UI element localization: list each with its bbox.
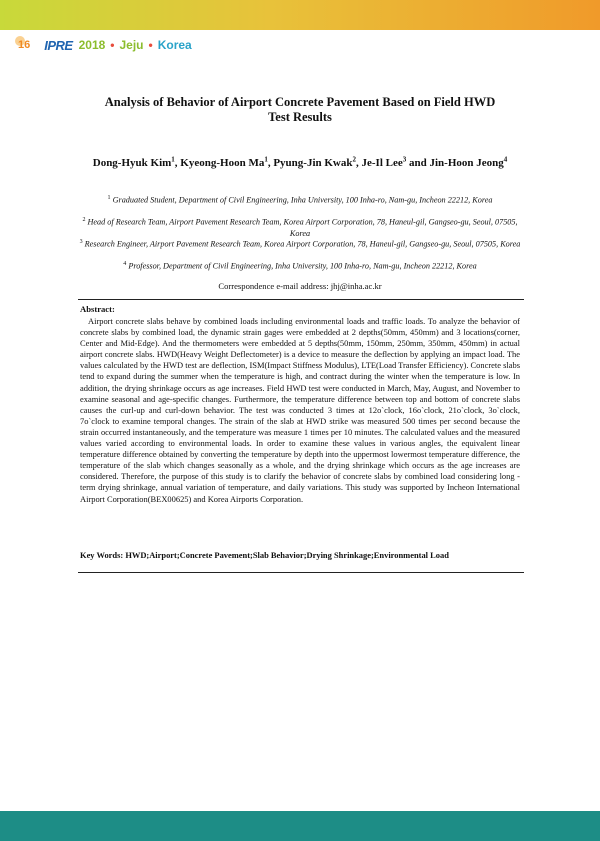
affiliation: $^2$ Head of Research Team, Airport Pavement Research Team, Korea Airport Corporation, 78, Haneul-gil, Gangseo-gu, Seoul, 07505, Korea bbox=[82, 217, 518, 238]
author: Dong-Hyuk Kim$^1$, bbox=[92, 155, 181, 169]
author-list bbox=[70, 152, 530, 171]
logo-wordmark: IPRE bbox=[44, 37, 73, 53]
author: Pyung-Jin Kwak$^2$, bbox=[273, 155, 362, 169]
author: Je-Il Lee$^3$ and bbox=[361, 155, 430, 169]
author: Jin-Hoon Jeong$^4$ bbox=[429, 155, 508, 169]
correspondence-email: Correspondence e-mail address: jhj@inha.ac.kr bbox=[218, 281, 382, 291]
logo-city: Jeju bbox=[119, 38, 144, 52]
paper-title: Analysis of Behavior of Airport Concrete Pavement Based on Field HWD Test Results bbox=[104, 95, 496, 124]
divider-top bbox=[78, 299, 524, 300]
logo-separator: • bbox=[110, 38, 115, 52]
affiliation: $^1$ Graduated Student, Department of Civil Engineering, Inha University, 100 Inha-ro, Nam-gu, Incheon 22212, Korea bbox=[107, 195, 493, 205]
affiliation: $^4$ Professor, Department of Civil Engineering, Inha University, 100 Inha-ro, Nam-gu, Incheon 22212, Korea bbox=[123, 261, 477, 271]
conference-logo bbox=[18, 36, 192, 54]
logo-separator: • bbox=[148, 38, 153, 52]
keywords: Key Words: HWD;Airport;Concrete Pavement;Slab Behavior;Drying Shrinkage;Environmental Load bbox=[80, 550, 449, 560]
affiliation: $^3$ Research Engineer, Airport Pavement Research Team, Korea Airport Corporation, 78, Haneul-gil, Gangseo-gu, Seoul, 07505, Korea bbox=[79, 239, 521, 249]
logo-year: 2018 bbox=[78, 38, 106, 52]
page-number: 16 bbox=[18, 39, 30, 51]
abstract-body: Airport concrete slabs behave by combined loads including environmental loads and traffic loads. To analyze the behavior of concrete slabs by combined load, the dynamic strain gages were embedded at 2 depths(50mm, 450mm) and 3 locations(corner, Center and Mid-Edge). And the thermometers were embedded at 5 depths(50mm, 150mm, 250mm, 350mm, 450mm) in actual airport concrete slabs. HWD(Heavy Weight Deflectometer) is a device to measure the deflection by applying an impact load. The values calculated by the HWD test are deflection, ISM(Impact Stiffness Modulus), LTE(Load Transfer Efficiency). Concrete slabs tend to expand during the summer when the temperature is high, and contract during the winter when the temperature is low. In addition, the drying shrinkage occurs as age increases. Field HWD test were conducted in March, May, August, and November to examine seasonal and age-specific changes. Furthermore, the temperature difference between top and bottom of concrete slabs causes the curl-up and curl-down behavior. The test was conducted 3 times at 12o`clock, 16o`clock, 21o`clock, 3o`clock, 7o`clock to examine temporal changes. The strain of the slab at HWD strike was measured 500 times per second because the strain occurred instantaneously, and the temperature was measure 1 times per 10 minutes. The calculated values and the measured values varied according to environmental loads. In order to examine these values in various angles, the equivalent linear temperature difference obtained by converting the temperature by depth into the uppermost lowermost temperature difference, the temperature of the slab which changes seasonally as a whole, and the drying shrinkage which occurs as the age increases are considered. Therefore, the purpose of this study is to clarify the behavior of concrete slabs by combined load considering long - term drying shrinkage, annual variation of temperature, and daily variations. This study was supported by Incheon International Airport Corporation(BEX00625) and Korea Airports Corporation. bbox=[80, 316, 520, 504]
abstract-heading: Abstract: bbox=[80, 304, 115, 314]
divider-bottom bbox=[78, 572, 524, 573]
author: Kyeong-Hoon Ma$^1$, bbox=[180, 155, 274, 169]
header-color-band bbox=[0, 0, 600, 30]
footer-color-band bbox=[0, 811, 600, 841]
logo-country: Korea bbox=[157, 38, 192, 52]
